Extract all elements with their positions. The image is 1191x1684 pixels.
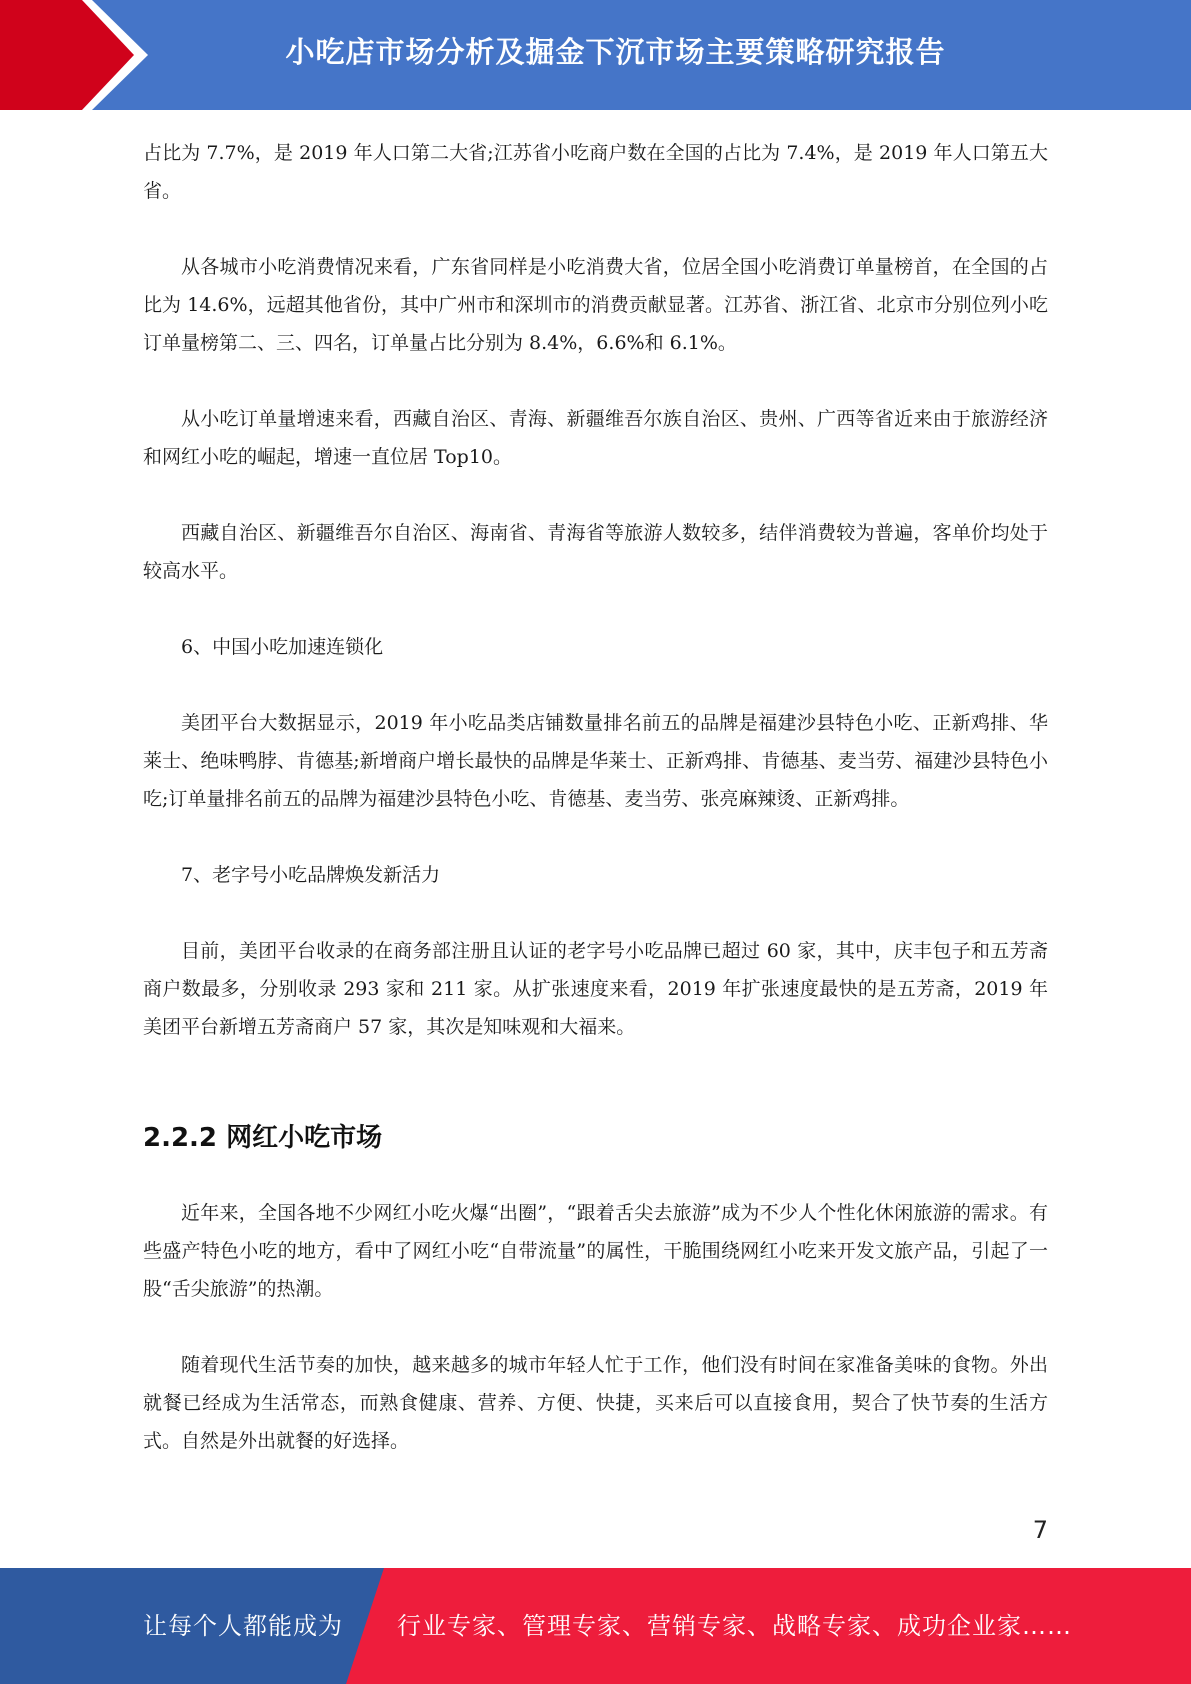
paragraph-5: 美团平台大数据显示，2019 年小吃品类店铺数量排名前五的品牌是福建沙县特色小吃、正新鸡排、华莱士、绝味鸭脖、肯德基;新增商户增长最快的品牌是华莱士、正新鸡排、肯德基、麦当劳、福建沙县特色小吃;订单量排名前五的品牌为福建沙县特色小吃、肯德基、麦当劳、张亮麻辣烫、正新鸡排。 <box>143 712 1048 810</box>
paragraph-1: 占比为 7.7%，是 2019 年人口第二大省;江苏省小吃商户数在全国的占比为 7.4%，是 2019 年人口第五大省。 <box>143 142 1048 202</box>
paragraph-6: 目前，美团平台收录的在商务部注册且认证的老字号小吃品牌已超过 60 家，其中，庆丰包子和五芳斋商户数最多，分别收录 293 家和 211 家。从扩张速度来看，2019 年扩张速度最快的是五芳斋，2019 年美团平台新增五芳斋商户 57 家，其次是知味观和大福来。 <box>143 940 1048 1038</box>
subheading-6: 6、中国小吃加速连锁化 <box>181 636 384 658</box>
paragraph-8: 随着现代生活节奏的加快，越来越多的城市年轻人忙于工作，他们没有时间在家准备美味的食物。外出就餐已经成为生活常态，而熟食健康、营养、方便、快捷，买来后可以直接食用，契合了快节奏的生活方式。自然是外出就餐的好选择。 <box>143 1354 1048 1452</box>
footer-slogan-left: 让每个人都能成为 <box>143 1612 343 1640</box>
page-footer <box>0 1568 1191 1684</box>
page-header <box>0 0 1191 110</box>
document-body <box>143 134 1048 1498</box>
footer-slogan-right: 行业专家、管理专家、营销专家、战略专家、成功企业家…… <box>397 1612 1072 1640</box>
subheading-7: 7、老字号小吃品牌焕发新活力 <box>181 864 441 886</box>
section-title: 2.2.2 网红小吃市场 <box>143 1123 383 1153</box>
page-number: 7 <box>1032 1516 1048 1544</box>
paragraph-7: 近年来，全国各地不少网红小吃火爆“出圈”，“跟着舌尖去旅游”成为不少人个性化休闲旅游的需求。有些盛产特色小吃的地方，看中了网红小吃“自带流量”的属性，干脆围绕网红小吃来开发文旅产品，引起了一股“舌尖旅游”的热潮。 <box>143 1202 1048 1300</box>
paragraph-4: 西藏自治区、新疆维吾尔自治区、海南省、青海省等旅游人数较多，结伴消费较为普遍，客单价均处于较高水平。 <box>143 522 1048 582</box>
paragraph-3: 从小吃订单量增速来看，西藏自治区、青海、新疆维吾尔族自治区、贵州、广西等省近来由于旅游经济和网红小吃的崛起，增速一直位居 Top10。 <box>143 408 1048 468</box>
page-header-title: 小吃店市场分析及掘金下沉市场主要策略研究报告 <box>285 35 946 69</box>
paragraph-2: 从各城市小吃消费情况来看，广东省同样是小吃消费大省，位居全国小吃消费订单量榜首，在全国的占比为 14.6%，远超其他省份，其中广州市和深圳市的消费贡献显著。江苏省、浙江省、北京市分别位列小吃订单量榜第二、三、四名，订单量占比分别为 8.4%，6.6%和 6.1%。 <box>143 256 1048 354</box>
